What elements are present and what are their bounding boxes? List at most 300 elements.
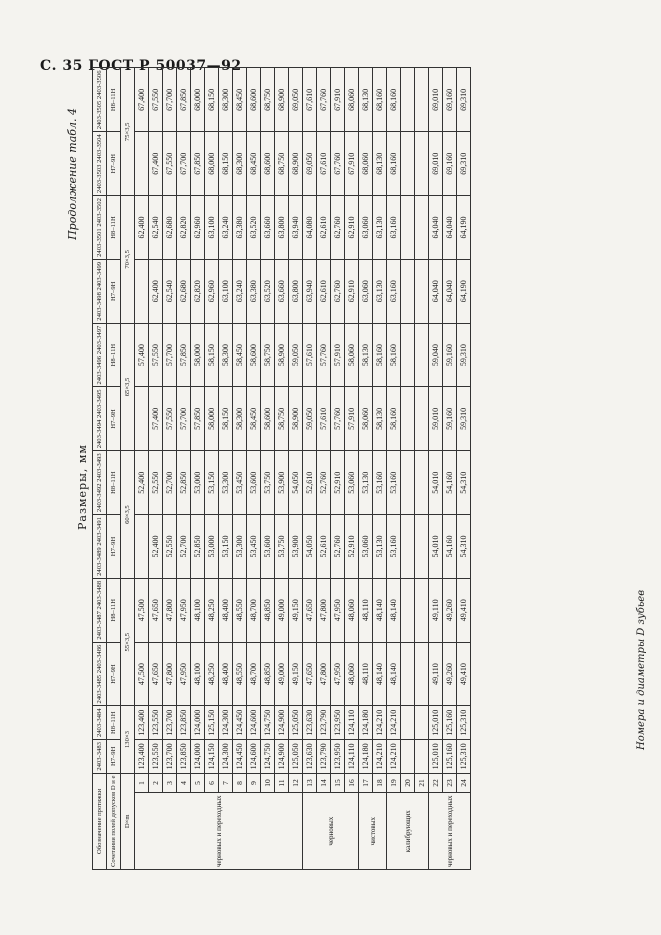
size-row	[121, 68, 135, 870]
diameter-value: 69,010	[429, 68, 443, 132]
dxm-head: D×m	[121, 773, 135, 869]
diameter-value: 68,150	[219, 132, 233, 196]
diameter-value: 48,060	[345, 578, 359, 642]
diameter-value: 53,600	[247, 451, 261, 515]
diameter-value: 58,130	[359, 323, 373, 387]
diameter-value: 47,800	[317, 642, 331, 706]
table-row	[359, 68, 373, 870]
diameter-value: 63,160	[387, 196, 401, 260]
diameter-value: 58,160	[373, 323, 387, 387]
tooth-number: 10	[261, 773, 275, 793]
diameter-value: 48,250	[205, 642, 219, 706]
row-group-label: чистовых	[359, 793, 387, 870]
diameter-value: 62,400	[149, 259, 163, 323]
size-group-cell: 130×3	[121, 706, 135, 773]
designation-cell: 2403-3496 2403-3497	[93, 323, 107, 387]
diameter-value: 53,130	[373, 515, 387, 579]
tolerance-cell: H8–11H	[107, 323, 121, 387]
tolerance-cell: H7–9H	[107, 259, 121, 323]
tolerance-cell: H8–11H	[107, 706, 121, 740]
diameter-value: 62,610	[317, 259, 331, 323]
diameter-value: 47,800	[163, 642, 177, 706]
diameter-value: 52,610	[303, 451, 317, 515]
page-header: С. 35 ГОСТ Р 50037—92	[40, 58, 242, 74]
diameter-value: 63,240	[233, 259, 247, 323]
designation-row	[93, 68, 107, 870]
diameter-value: 47,500	[135, 578, 149, 642]
diameter-value: 64,190	[457, 259, 471, 323]
diameter-value: 124,150	[205, 740, 219, 774]
diameter-value: 52,550	[149, 451, 163, 515]
tooth-number: 18	[373, 773, 387, 793]
diameter-value: 52,850	[191, 515, 205, 579]
diameter-value	[401, 387, 415, 451]
diameter-value: 64,190	[457, 196, 471, 260]
diameter-value: 57,700	[163, 323, 177, 387]
diameter-value: 49,000	[275, 578, 289, 642]
diameter-value: 47,950	[331, 642, 345, 706]
table-row	[163, 68, 177, 870]
rotated-table-block	[66, 70, 647, 870]
diameter-value: 53,750	[275, 515, 289, 579]
diameter-value: 68,450	[247, 132, 261, 196]
tooth-number: 20	[401, 773, 415, 793]
diameter-value: 53,160	[373, 451, 387, 515]
diameter-value: 63,660	[275, 259, 289, 323]
tooth-number: 3	[163, 773, 177, 793]
diameter-value: 123,550	[149, 706, 163, 740]
tooth-number: 14	[317, 773, 331, 793]
diameter-value: 124,300	[219, 740, 233, 774]
diameter-value: 58,900	[275, 323, 289, 387]
diameter-value: 53,900	[275, 451, 289, 515]
diameter-value: 68,900	[275, 68, 289, 132]
diameter-value: 57,400	[135, 323, 149, 387]
diameter-value: 68,150	[205, 68, 219, 132]
diameter-value	[415, 578, 429, 642]
tooth-number: 22	[429, 773, 443, 793]
table-row	[135, 68, 149, 870]
diameter-value: 124,450	[233, 740, 247, 774]
diameter-value: 57,610	[317, 387, 331, 451]
diameter-value: 123,950	[331, 706, 345, 740]
diameter-value: 48,700	[247, 578, 261, 642]
diameter-value: 53,130	[359, 451, 373, 515]
diameter-value: 63,160	[387, 259, 401, 323]
diameter-value: 62,960	[205, 259, 219, 323]
diameter-value: 58,060	[345, 323, 359, 387]
diameter-value: 64,040	[429, 259, 443, 323]
diameter-value: 53,000	[191, 451, 205, 515]
diameter-value: 125,160	[443, 740, 457, 774]
designation-cell: 2403-3483	[93, 740, 107, 774]
diameter-value: 69,050	[289, 68, 303, 132]
diameter-value: 48,100	[191, 642, 205, 706]
diameter-value: 124,000	[191, 706, 205, 740]
size-group-cell: 65×3,5	[121, 323, 135, 451]
table-row	[261, 68, 275, 870]
diameter-value: 67,610	[317, 132, 331, 196]
diameter-value: 53,300	[219, 451, 233, 515]
tolerance-cell: H7–9H	[107, 642, 121, 706]
diameter-value: 49,150	[289, 578, 303, 642]
diameter-value: 69,310	[457, 132, 471, 196]
diameter-value: 125,050	[289, 740, 303, 774]
diameter-value: 48,140	[387, 642, 401, 706]
diameter-value: 58,750	[275, 387, 289, 451]
diameter-value: 62,680	[163, 196, 177, 260]
diameter-value: 69,310	[457, 68, 471, 132]
table-row	[429, 68, 443, 870]
diameter-value: 58,300	[219, 323, 233, 387]
continuation-caption: Продолжение табл. 4	[66, 108, 79, 240]
diameter-value: 53,000	[205, 515, 219, 579]
diameter-value: 48,250	[205, 578, 219, 642]
tooth-number: 11	[275, 773, 289, 793]
diameter-value: 123,700	[163, 706, 177, 740]
diameter-value: 49,410	[457, 578, 471, 642]
diameter-value: 62,680	[177, 259, 191, 323]
tooth-number: 23	[443, 773, 457, 793]
diameter-value: 63,060	[359, 259, 373, 323]
diameter-value: 69,160	[443, 132, 457, 196]
designation-cell: 2403-3501 2403-3502	[93, 196, 107, 260]
table-row	[247, 68, 261, 870]
diameter-value: 124,300	[219, 706, 233, 740]
diameter-value: 124,210	[387, 740, 401, 774]
size-group-cell: 75×3,5	[121, 68, 135, 196]
diameter-value: 68,130	[373, 132, 387, 196]
diameter-value: 68,060	[359, 132, 373, 196]
diameter-value: 63,240	[219, 196, 233, 260]
diameter-value: 62,760	[331, 259, 345, 323]
diameter-value: 48,400	[219, 578, 233, 642]
diameter-value: 63,800	[275, 196, 289, 260]
diameter-value: 47,650	[149, 642, 163, 706]
diameter-value: 48,110	[359, 642, 373, 706]
diameter-value: 54,310	[457, 451, 471, 515]
diameter-value: 63,060	[359, 196, 373, 260]
diameter-value: 64,040	[443, 259, 457, 323]
diameter-value: 48,060	[345, 642, 359, 706]
diameter-value: 53,150	[205, 451, 219, 515]
diameter-value: 58,150	[205, 323, 219, 387]
diameter-value: 124,600	[247, 740, 261, 774]
diameter-value: 57,550	[149, 323, 163, 387]
diameter-value: 67,760	[331, 132, 345, 196]
designation-head: Обозначение протяжки	[93, 773, 107, 869]
diameter-value: 125,050	[289, 706, 303, 740]
dimensions-title: Размеры, мм	[76, 444, 89, 530]
diameter-value: 47,950	[177, 578, 191, 642]
diameter-value: 123,700	[163, 740, 177, 774]
diameter-value: 59,050	[303, 387, 317, 451]
row-group-label: черновых и переходных	[429, 793, 471, 870]
diameter-value: 62,910	[345, 196, 359, 260]
diameter-value: 48,400	[219, 642, 233, 706]
diameter-value	[415, 323, 429, 387]
diameter-value: 59,010	[429, 387, 443, 451]
diameter-value: 67,400	[135, 68, 149, 132]
size-group-cell: 70×3,5	[121, 196, 135, 324]
diameter-value: 124,210	[387, 706, 401, 740]
tooth-number: 16	[345, 773, 359, 793]
diameter-value: 124,000	[191, 740, 205, 774]
diameter-value: 52,550	[163, 515, 177, 579]
diameter-value	[135, 515, 149, 579]
diameter-value: 123,400	[135, 740, 149, 774]
diameter-value: 124,180	[359, 706, 373, 740]
diameter-value: 58,000	[191, 323, 205, 387]
diameter-value: 62,760	[331, 196, 345, 260]
diameter-value: 54,050	[289, 451, 303, 515]
diameter-value: 57,400	[149, 387, 163, 451]
designation-cell: 2403-3487 2403-3488	[93, 578, 107, 642]
table-row	[191, 68, 205, 870]
diameter-value: 68,750	[261, 68, 275, 132]
table-row	[233, 68, 247, 870]
diameter-value: 125,010	[429, 706, 443, 740]
diameter-value: 53,450	[247, 515, 261, 579]
diameter-value: 125,310	[457, 740, 471, 774]
diameter-value: 67,850	[177, 68, 191, 132]
table-row	[205, 68, 219, 870]
tolerance-cell: H7–9H	[107, 740, 121, 774]
diameter-value: 59,040	[429, 323, 443, 387]
table-row	[457, 68, 471, 870]
diameter-value: 52,700	[163, 451, 177, 515]
diameter-value: 124,110	[345, 740, 359, 774]
diameter-value: 67,550	[149, 68, 163, 132]
diameter-value: 48,850	[261, 642, 275, 706]
diameter-value: 123,850	[177, 740, 191, 774]
diameter-value: 68,000	[205, 132, 219, 196]
diameter-value: 52,760	[317, 451, 331, 515]
diameter-value: 67,910	[331, 68, 345, 132]
dimensions-table	[92, 68, 471, 871]
table-row	[289, 68, 303, 870]
diameter-value: 63,130	[373, 259, 387, 323]
tooth-number: 7	[219, 773, 233, 793]
table-row	[373, 68, 387, 870]
diameter-value: 63,520	[247, 196, 261, 260]
table-row	[303, 68, 317, 870]
diameter-value: 53,900	[289, 515, 303, 579]
tooth-number: 24	[457, 773, 471, 793]
diameter-value: 125,150	[205, 706, 219, 740]
diameter-value: 54,160	[443, 515, 457, 579]
diameter-value: 124,210	[373, 740, 387, 774]
diameter-value: 49,110	[429, 642, 443, 706]
diameter-value: 67,850	[191, 132, 205, 196]
diameter-value: 48,850	[261, 578, 275, 642]
diameter-value: 63,130	[373, 196, 387, 260]
diameter-value	[415, 68, 429, 132]
diameter-value: 47,950	[331, 578, 345, 642]
diameter-value: 68,300	[219, 68, 233, 132]
table-row	[177, 68, 191, 870]
diameter-value: 59,160	[443, 323, 457, 387]
diameter-value: 125,160	[443, 706, 457, 740]
tolerance-cell: H7–9H	[107, 132, 121, 196]
diameter-value	[415, 451, 429, 515]
diameter-value: 48,140	[373, 578, 387, 642]
diameter-value: 49,260	[443, 642, 457, 706]
diameter-value	[415, 196, 429, 260]
diameter-value: 63,380	[233, 196, 247, 260]
diameter-value: 62,820	[191, 259, 205, 323]
diameter-value: 123,630	[303, 740, 317, 774]
table-row	[387, 68, 401, 870]
diameter-value: 58,300	[233, 387, 247, 451]
diameter-value	[401, 706, 415, 740]
diameter-value: 63,940	[289, 196, 303, 260]
diameter-value	[401, 132, 415, 196]
tooth-number: 9	[247, 773, 261, 793]
diameter-value: 53,600	[261, 515, 275, 579]
designation-cell: 2403-3494 2403-3495	[93, 387, 107, 451]
diameter-value: 48,100	[191, 578, 205, 642]
row-label-title: Номера и диаметры D	[636, 627, 647, 750]
diameter-value: 124,110	[345, 706, 359, 740]
diameter-value: 53,300	[233, 515, 247, 579]
diameter-value: 54,010	[429, 515, 443, 579]
diameter-value: 69,160	[443, 68, 457, 132]
tolerance-cell: H7–9H	[107, 387, 121, 451]
designation-cell: 2403-3505 2403-3506	[93, 68, 107, 132]
diameter-value: 58,130	[373, 387, 387, 451]
diameter-value: 57,910	[331, 323, 345, 387]
diameter-value: 63,100	[219, 259, 233, 323]
diameter-value: 68,600	[247, 68, 261, 132]
diameter-value: 59,160	[443, 387, 457, 451]
diameter-value: 62,540	[163, 259, 177, 323]
diameter-value	[415, 515, 429, 579]
diameter-value: 123,550	[149, 740, 163, 774]
diameter-value: 62,910	[345, 259, 359, 323]
diameter-value: 123,950	[331, 740, 345, 774]
diameter-value: 54,050	[303, 515, 317, 579]
diameter-value: 47,500	[135, 642, 149, 706]
table-row	[345, 68, 359, 870]
tooth-number: 13	[303, 773, 317, 793]
diameter-value: 49,410	[457, 642, 471, 706]
diameter-value: 54,160	[443, 451, 457, 515]
diameter-value: 57,910	[345, 387, 359, 451]
diameter-value: 53,060	[345, 451, 359, 515]
diameter-value: 52,700	[177, 515, 191, 579]
tolerance-cell: H8–11H	[107, 196, 121, 260]
diameter-value: 58,450	[233, 323, 247, 387]
diameter-value: 57,700	[177, 387, 191, 451]
diameter-value: 48,140	[387, 578, 401, 642]
diameter-value	[135, 387, 149, 451]
diameter-value: 67,700	[163, 68, 177, 132]
row-label-caption	[636, 590, 647, 750]
diameter-value: 67,760	[317, 68, 331, 132]
diameter-value: 124,750	[261, 740, 275, 774]
diameter-value: 57,850	[177, 323, 191, 387]
row-group-label: черновых	[303, 793, 359, 870]
diameter-value: 58,750	[261, 323, 275, 387]
diameter-value: 67,610	[303, 68, 317, 132]
diameter-value: 62,400	[135, 196, 149, 260]
diameter-value: 64,040	[429, 196, 443, 260]
diameter-value: 53,450	[233, 451, 247, 515]
diameter-value: 59,050	[289, 323, 303, 387]
diameter-value: 54,310	[457, 515, 471, 579]
diameter-value: 68,450	[233, 68, 247, 132]
designation-cell: 2403-3489 2403-3491	[93, 515, 107, 579]
table-row	[149, 68, 163, 870]
tooth-number: 15	[331, 773, 345, 793]
diameter-value	[401, 323, 415, 387]
diameter-value	[401, 259, 415, 323]
diameter-value: 63,800	[289, 259, 303, 323]
diameter-value: 63,100	[205, 196, 219, 260]
diameter-value: 67,550	[163, 132, 177, 196]
diameter-value: 63,520	[261, 259, 275, 323]
diameter-value	[415, 642, 429, 706]
diameter-value	[415, 740, 429, 774]
diameter-value: 68,160	[373, 68, 387, 132]
diameter-value: 58,600	[247, 323, 261, 387]
diameter-value: 123,850	[177, 706, 191, 740]
diameter-value: 57,850	[191, 387, 205, 451]
tooth-number: 6	[205, 773, 219, 793]
diameter-value	[401, 451, 415, 515]
diameter-value: 52,400	[149, 515, 163, 579]
diameter-value: 54,010	[429, 451, 443, 515]
diameter-value: 69,010	[429, 132, 443, 196]
diameter-value: 52,910	[331, 451, 345, 515]
diameter-value: 68,060	[345, 68, 359, 132]
diameter-value: 63,380	[247, 259, 261, 323]
size-group-cell: 60×3,5	[121, 451, 135, 579]
tolerance-cell: H8–11H	[107, 451, 121, 515]
diameter-value: 47,800	[317, 578, 331, 642]
diameter-value: 63,940	[303, 259, 317, 323]
diameter-value: 58,600	[261, 387, 275, 451]
row-group-label: черновых и переходных	[135, 793, 303, 870]
diameter-value: 53,160	[387, 451, 401, 515]
tooth-number: 12	[289, 773, 303, 793]
diameter-value: 57,550	[163, 387, 177, 451]
diameter-value: 68,000	[191, 68, 205, 132]
diameter-value: 125,010	[429, 740, 443, 774]
tolerance-row	[107, 68, 121, 870]
diameter-value: 59,310	[457, 387, 471, 451]
diameter-value: 67,400	[149, 132, 163, 196]
table-row	[331, 68, 345, 870]
diameter-value: 68,750	[275, 132, 289, 196]
diameter-value: 68,160	[387, 68, 401, 132]
diameter-value	[401, 642, 415, 706]
diameter-value: 49,150	[289, 642, 303, 706]
diameter-value: 123,630	[303, 706, 317, 740]
tolerance-cell: H7–9H	[107, 515, 121, 579]
designation-cell: 2403-3492 2403-3493	[93, 451, 107, 515]
table-row	[443, 68, 457, 870]
tooth-number: 21	[415, 773, 429, 793]
diameter-value: 68,130	[359, 68, 373, 132]
diameter-value: 48,550	[233, 578, 247, 642]
diameter-value	[401, 196, 415, 260]
diameter-value	[415, 706, 429, 740]
diameter-value: 53,060	[359, 515, 373, 579]
diameter-value	[401, 68, 415, 132]
diameter-value: 52,610	[317, 515, 331, 579]
